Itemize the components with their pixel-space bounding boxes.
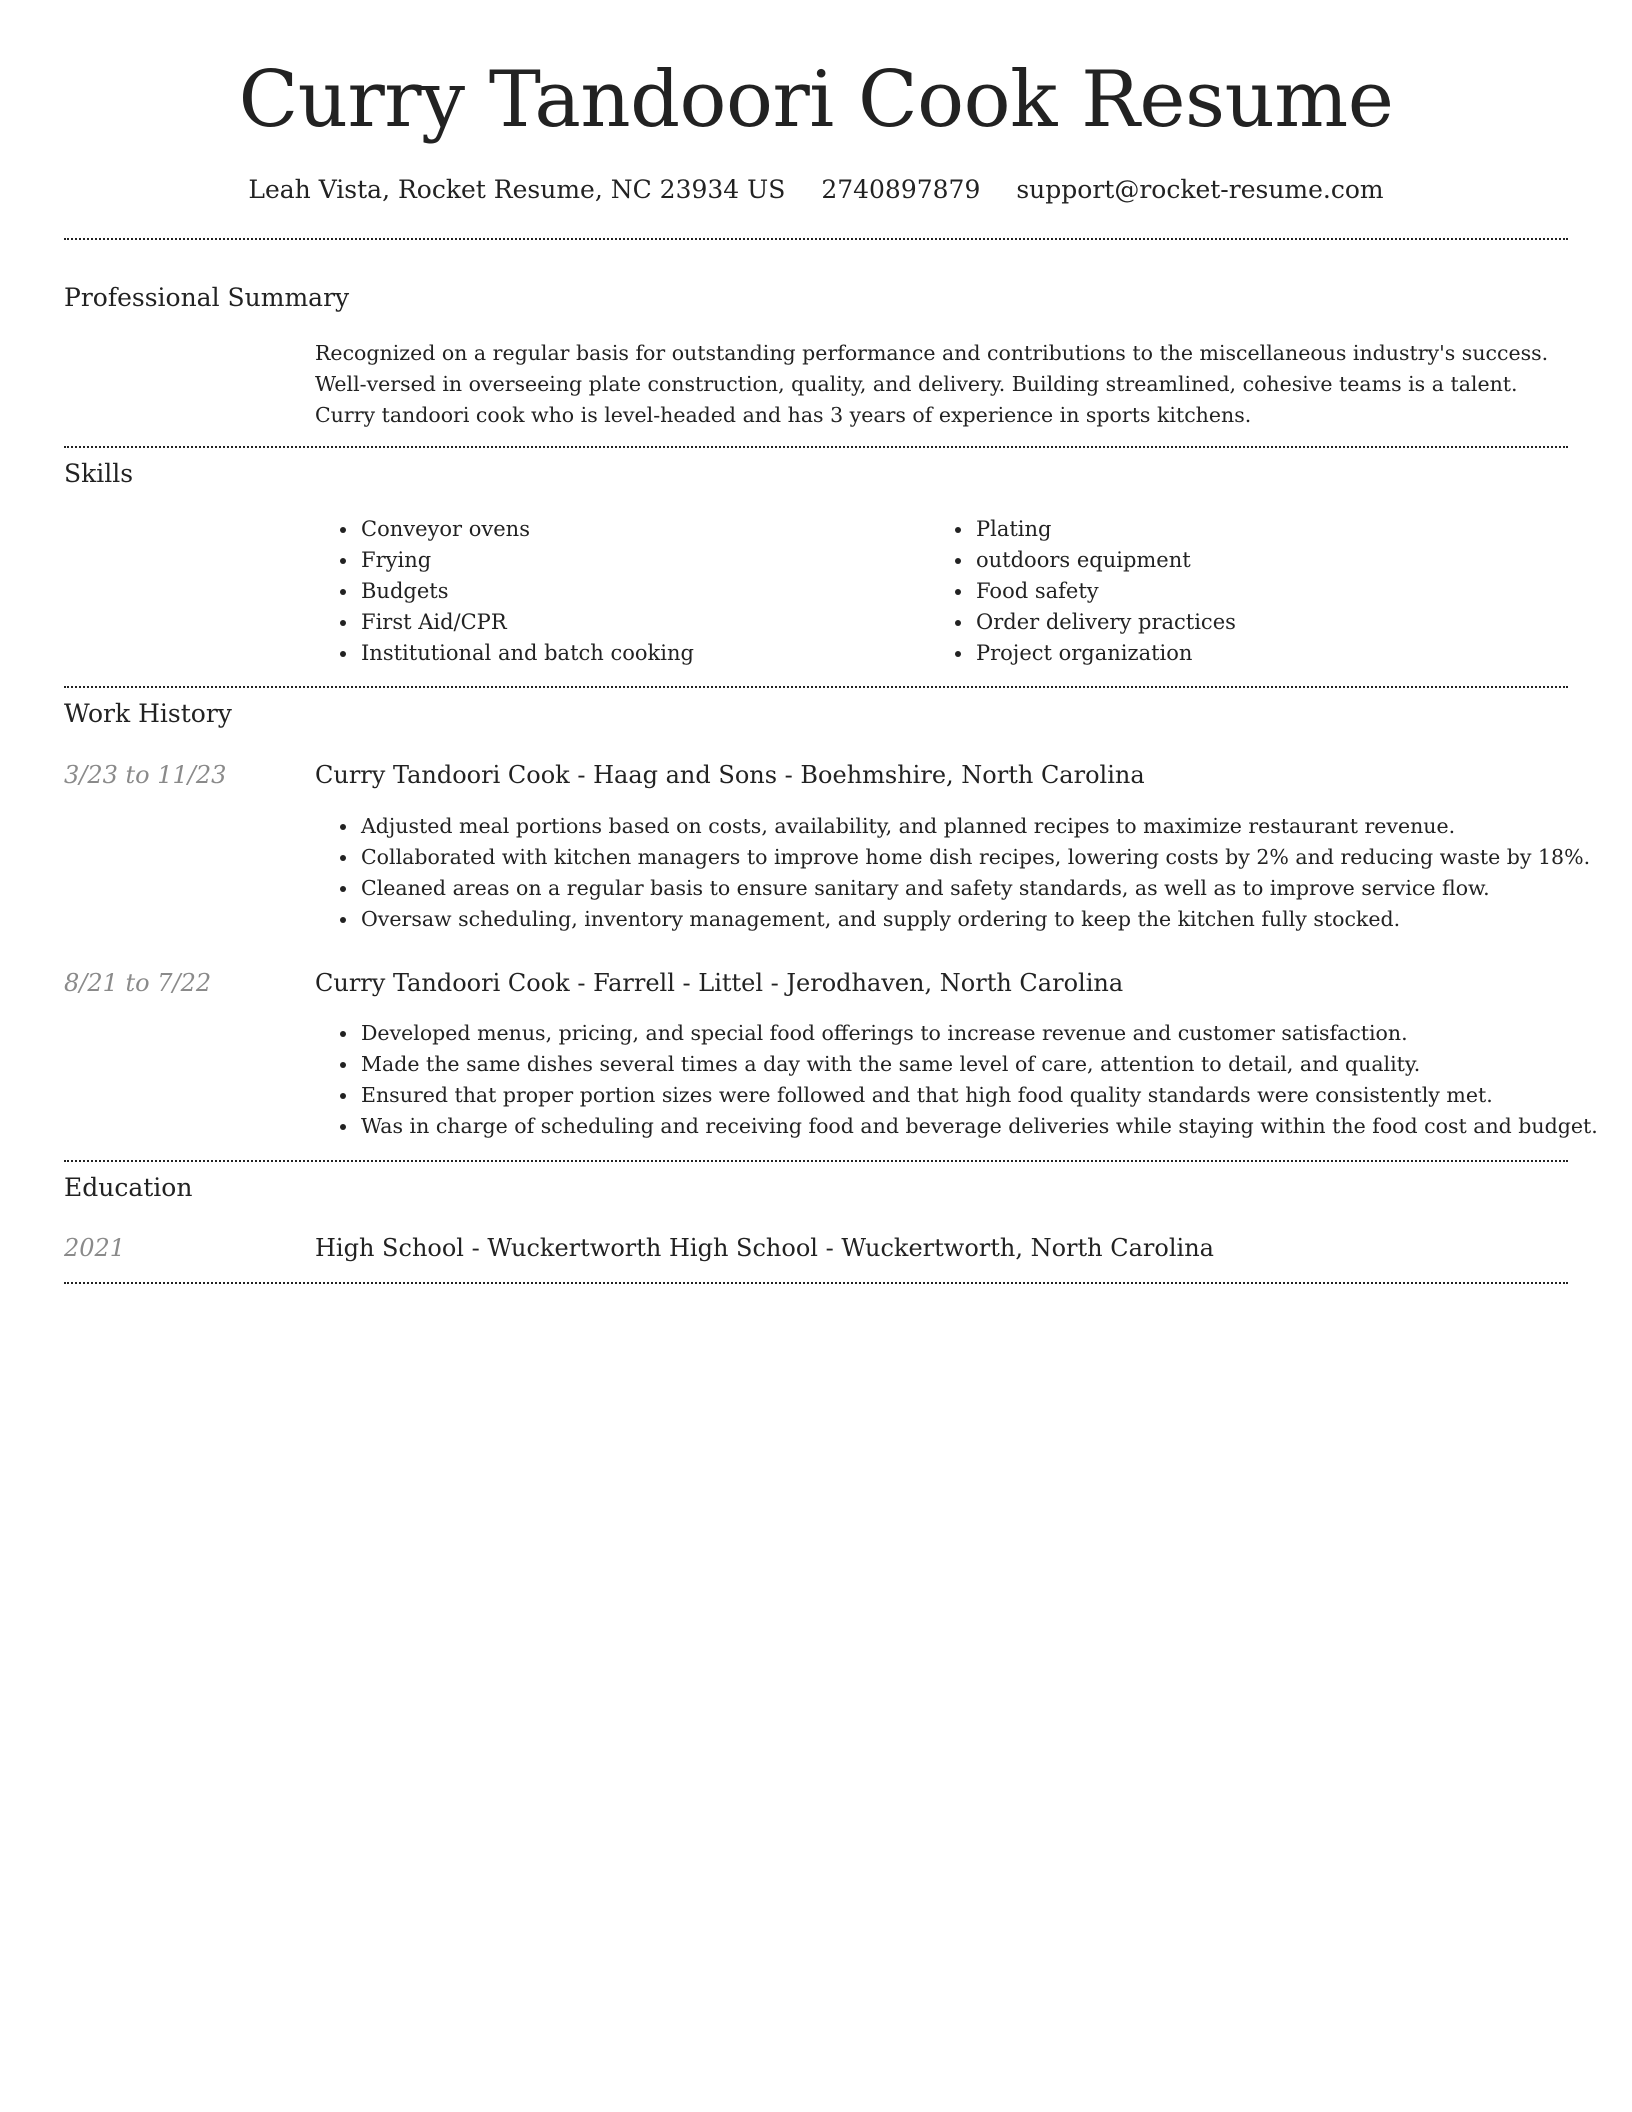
job-bullet: • Collaborated with kitchen managers to improve home dish recipes, lowering costs by 2% and reducing waste by 18%. <box>359 842 1612 873</box>
job-dates: 8/21 to 7/22 <box>64 969 212 997</box>
section-divider <box>64 1160 1568 1162</box>
skill-item: • Conveyor ovens <box>359 514 694 545</box>
job-bullet: • Cleaned areas on a regular basis to ensure sanitary and safety standards, as well as to improve service flow. <box>359 873 1612 904</box>
skills-list-left <box>315 514 694 669</box>
education-heading: Education <box>64 1173 193 1202</box>
contact-address: Leah Vista, Rocket Resume, NC 23934 US <box>248 175 786 204</box>
job-title: Curry Tandoori Cook - Haag and Sons - Boehmshire, North Carolina <box>315 761 1145 789</box>
job-bullet: • Oversaw scheduling, inventory management, and supply ordering to keep the kitchen fully stocked. <box>359 904 1612 935</box>
summary-heading: Professional Summary <box>64 283 350 312</box>
skill-item: • First Aid/CPR <box>359 607 694 638</box>
skill-item: • Plating <box>974 514 1236 545</box>
job-bullet: • Was in charge of scheduling and receiving food and beverage deliveries while staying within the food cost and budget. <box>359 1111 1612 1142</box>
skill-item: • Food safety <box>974 576 1236 607</box>
education-title: High School - Wuckertworth High School - Wuckertworth, North Carolina <box>315 1234 1214 1262</box>
skill-item: • Frying <box>359 545 694 576</box>
skills-heading: Skills <box>64 459 134 488</box>
section-divider <box>64 1282 1568 1284</box>
work-history-heading: Work History <box>64 699 232 728</box>
section-divider <box>64 238 1568 240</box>
summary-text: Recognized on a regular basis for outstanding performance and contributions to the miscellaneous industry's success. Well-versed in overseeing plate construction, quality, and delivery. Building streamlined, cohesive teams is a talent. Curry tandoori cook who is level-headed and has 3 years of experience in sports kitchens. <box>315 341 1549 427</box>
skill-item: • Project organization <box>974 638 1236 669</box>
contact-phone: 2740897879 <box>821 175 981 204</box>
job-title: Curry Tandoori Cook - Farrell - Littel - Jerodhaven, North Carolina <box>315 969 1124 997</box>
skill-item: • Institutional and batch cooking <box>359 638 694 669</box>
contact-line <box>64 170 1568 210</box>
job-bullet: • Ensured that proper portion sizes were followed and that high food quality standards were consistently met. <box>359 1080 1612 1111</box>
section-divider <box>64 686 1568 688</box>
education-year: 2021 <box>64 1234 126 1262</box>
job-bullet: • Made the same dishes several times a day with the same level of care, attention to detail, and quality. <box>359 1049 1612 1080</box>
section-divider <box>64 446 1568 448</box>
job-bullet: • Adjusted meal portions based on costs, availability, and planned recipes to maximize restaurant revenue. <box>359 811 1612 842</box>
job-bullet: • Developed menus, pricing, and special food offerings to increase revenue and customer satisfaction. <box>359 1018 1612 1049</box>
job-bullets <box>315 811 1612 935</box>
skill-item: • Budgets <box>359 576 694 607</box>
skill-item: • outdoors equipment <box>974 545 1236 576</box>
skill-item: • Order delivery practices <box>974 607 1236 638</box>
job-dates: 3/23 to 11/23 <box>64 761 227 789</box>
skills-list-right <box>930 514 1236 669</box>
contact-email: support@rocket-resume.com <box>1016 175 1384 204</box>
job-bullets <box>315 1018 1612 1142</box>
resume-title: Curry Tandoori Cook Resume <box>238 55 1394 145</box>
